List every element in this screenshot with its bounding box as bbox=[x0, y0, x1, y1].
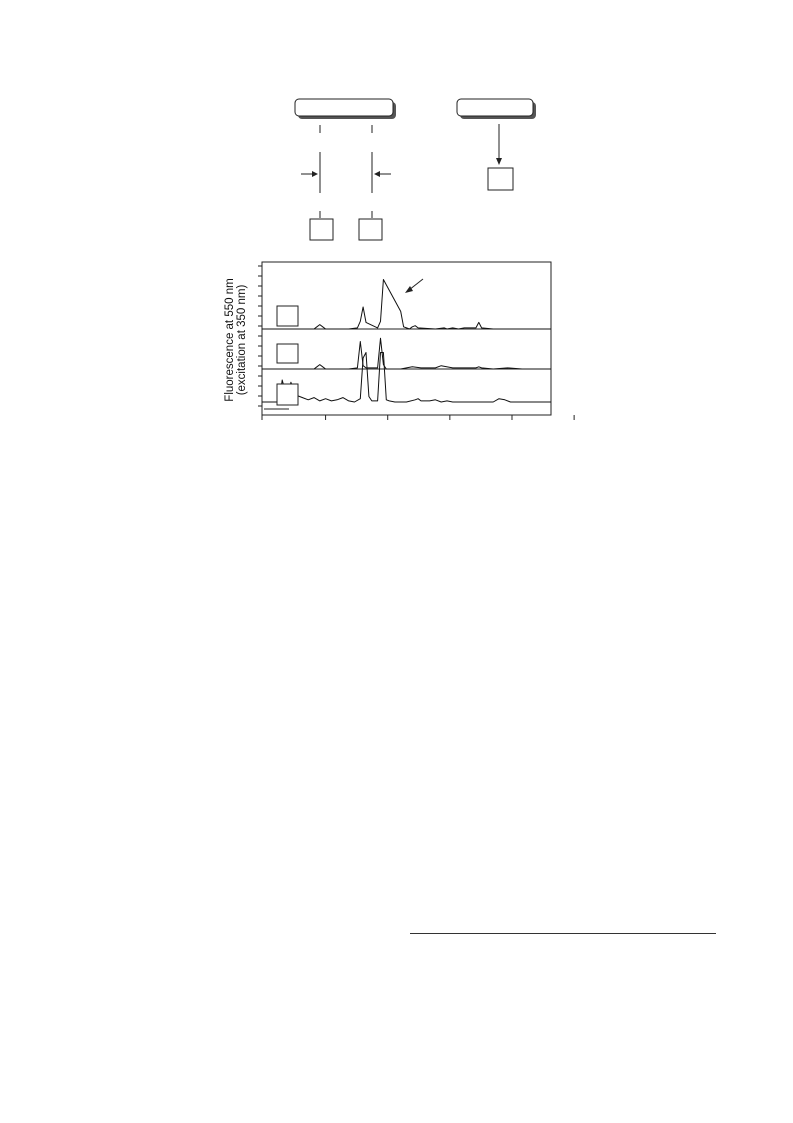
scheme-arrowhead-down bbox=[496, 158, 502, 165]
scheme-arrowhead-right bbox=[374, 171, 380, 177]
scheme-product-box bbox=[310, 219, 333, 240]
scheme-box-left bbox=[295, 99, 393, 116]
peak-arrowhead bbox=[405, 286, 413, 293]
scheme-box-right bbox=[457, 99, 533, 116]
trace-label-box-c bbox=[277, 384, 298, 405]
axis-ticks bbox=[258, 266, 574, 420]
scheme-product-box bbox=[359, 219, 382, 240]
reaction-scheme bbox=[295, 99, 536, 240]
footnote-separator bbox=[410, 933, 716, 934]
scheme-arrowhead-left bbox=[312, 171, 318, 177]
traces bbox=[262, 280, 551, 403]
trace-line-2 bbox=[262, 338, 551, 369]
plot-frame bbox=[262, 262, 551, 415]
trace-line-1 bbox=[262, 280, 551, 330]
y-axis-label-line1: Fluorescence at 550 nm bbox=[224, 278, 236, 402]
scheme-product-box bbox=[488, 168, 513, 190]
trace-label-box-b bbox=[277, 344, 298, 363]
y-axis-label-line2: (excitation at 350 nm) bbox=[236, 284, 248, 396]
trace-label-box-a bbox=[277, 306, 298, 326]
chromatogram-chart bbox=[258, 262, 574, 420]
trace-line-3 bbox=[262, 353, 551, 403]
